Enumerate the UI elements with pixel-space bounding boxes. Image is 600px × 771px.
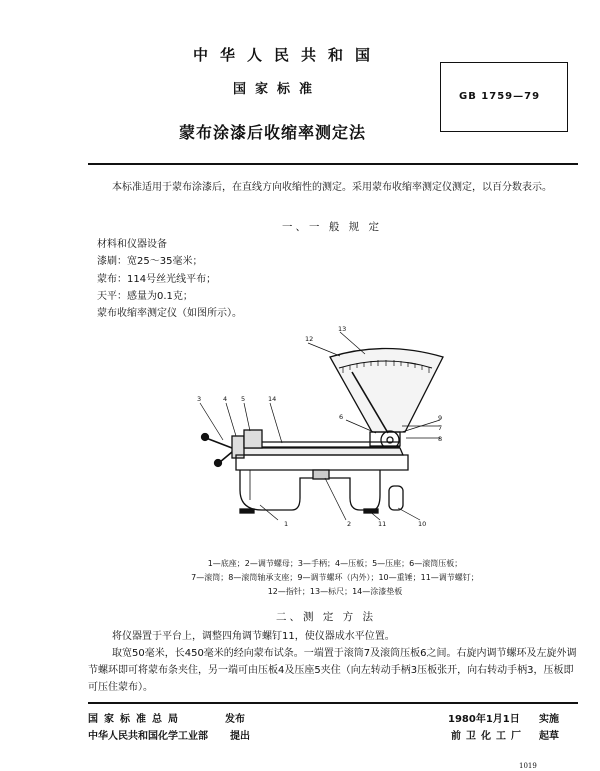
equipment-list-title: 材料和仪器设备 [97,239,167,250]
callout-9: 9 [438,414,443,422]
intro-paragraph: 本标准适用于蒙布涂漆后，在直线方向收缩性的测定。采用蒙布收缩率测定仪测定，以百分数表示。 [112,182,552,193]
figure-caption-line: 1—底座；2—调节螺母；3—手柄；4—压板；5—压座；6—滚筒压板； [207,559,463,568]
callout-6: 6 [339,413,344,421]
figure-caption-line: 12—指针；13—标尺；14—涂漆垫板 [267,587,403,596]
equipment-item: 蒙布收缩率测定仪（如图所示）。 [97,308,242,320]
standard-code: GB 1759—79 [459,91,541,102]
callout-8: 8 [438,435,443,443]
bottom-rule [88,702,578,704]
callout-5: 5 [241,395,246,403]
equipment-item: 漆刷：宽25～35毫米； [97,256,203,268]
implement-word: 实施 [539,714,559,725]
callout-14: 14 [268,395,277,403]
section2-paragraph: 将仪器置于平台上，调整四角调节螺钉11，使仪器成水平位置。 [112,631,395,642]
section2-paragraph: 取宽50毫米，长450毫米的经向蒙布试条。一端置于滚筒7及滚筒压板6之间。右旋内调节螺环及左旋外调节螺环即可将蒙布条夹住，另一端可由压板4及压座5夹住（向左转动手柄3压板张开，向右转动手柄3，压板即可压住蒙布）。 [88,648,577,693]
document-title: 蒙布涂漆后收缩率测定法 [179,123,367,142]
callout-12: 12 [305,335,314,343]
proposer-label: 中华人民共和国化学工业部 [88,731,208,742]
section2-body [88,628,582,696]
callout-1: 1 [284,520,289,528]
issuer-label: 国家标准总局 [88,714,184,725]
callout-13: 13 [338,325,347,333]
drafter-label: 前卫化工厂 [451,731,526,742]
callout-11: 11 [378,520,387,528]
callout-7: 7 [438,424,443,432]
country-heading: 中华人民共和国 [193,46,383,64]
propose-word: 提出 [230,731,250,742]
callout-10: 10 [418,520,427,528]
section2-heading: 二、测 定 方 法 [276,611,377,623]
callout-4: 4 [223,395,228,403]
section1-heading: 一、一 般 规 定 [282,221,383,233]
figure-caption-line: 7—滚筒；8—滚筒轴承支座；9—调节螺环（内外）；10—重锤；11—调节螺钉； [191,573,479,582]
equipment-item: 蒙布：114号丝光线平布； [97,273,217,285]
page-number: 1019 [519,762,537,770]
equipment-item: 天平：感量为0.1克； [97,290,193,302]
standard-type-heading: 国家标准 [233,82,322,97]
callout-3: 3 [197,395,202,403]
effective-date: 1980年1月1日 [448,714,520,725]
issue-word: 发布 [225,714,245,725]
callout-2: 2 [347,520,352,528]
draft-word: 起草 [539,731,559,742]
